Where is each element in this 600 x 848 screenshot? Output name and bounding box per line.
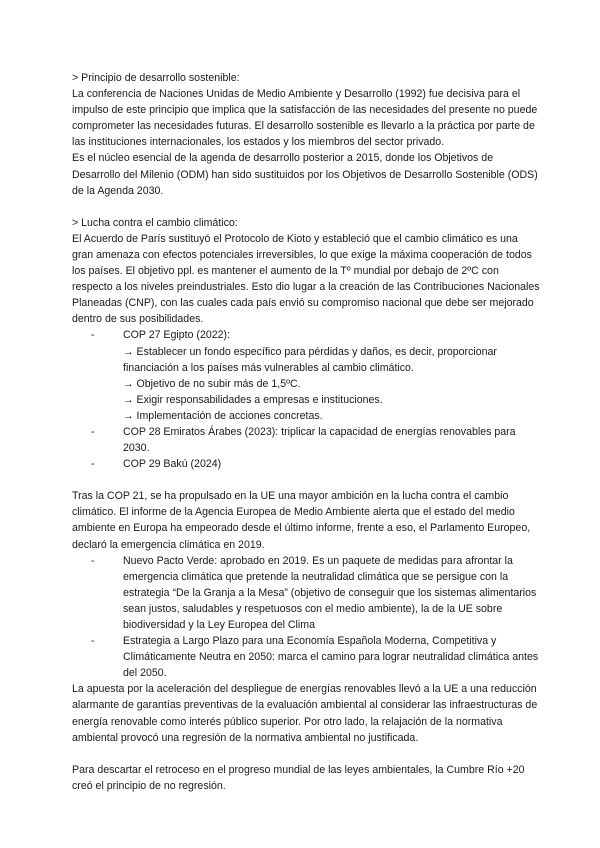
cop28-text: COP 28 Emiratos Árabes (2023): triplicar la capacidad de energías renovables para 2030. <box>123 425 516 455</box>
cop27-point-3: → Exigir responsabilidades a empresas e instituciones. <box>123 393 383 406</box>
cop29-text: COP 29 Bakú (2024) <box>123 458 222 471</box>
cop-list <box>72 327 540 472</box>
bullet-dash: - <box>91 635 95 648</box>
paragraph-paris-agreement: El Acuerdo de París sustituyó el Protocolo de Kioto y estableció que el cambio climático es una gran amenaza con efectos potenciales irreversibles, lo que exige la máxima cooperación de todos los países. El objetivo ppl. es mantener el aumento de la Tº mundial por debajo de 2ºC con respecto a los niveles preindustriales. Esto dio lugar a la creación de las Contribuciones Nacionales Planeadas (CNP), con las cuales cada país envió su compromiso nacional que debe ser mejorado dentro de sus posibilidades. <box>72 232 540 326</box>
cop27-point-1: → Establecer un fondo específico para pérdidas y daños, es decir, proporcionar financiación a los países más vulnerables al cambio climático. <box>123 345 497 374</box>
list-item-cop28 <box>91 424 540 456</box>
bullet-dash: - <box>91 425 95 438</box>
long-term-strategy-text: Estrategia a Largo Plazo para una Economía Española Moderna, Competitiva y Climáticamente Neutra en 2050: marca el camino para lograr neutralidad climática antes del 2050. <box>123 635 539 680</box>
eu-measures-list <box>72 553 540 682</box>
paragraph-non-regression: Para descartar el retroceso en el progreso mundial de las leyes ambientales, la Cumbre Río +20 creó el principio de no regresión. <box>72 763 525 792</box>
list-item-green-deal <box>91 553 540 633</box>
bullet-dash: - <box>91 554 95 567</box>
cop27-point-4: → Implementación de acciones concretas. <box>123 409 323 422</box>
spacer <box>72 472 540 488</box>
paragraph-eu-ambition: Tras la COP 21, se ha propulsado en la UE una mayor ambición en la lucha contra el cambio climático. El informe de la Agencia Europea de Medio Ambiente alerta que el estado del medio ambiente en Europa ha empeorado desde el último informe, frente a eso, el Parlamento Europeo, declaró la emergencia climática en 2019. <box>72 490 531 551</box>
list-item-cop29 <box>91 456 540 472</box>
bullet-dash: - <box>91 329 95 342</box>
paragraph-sustainable-development-1: La conferencia de Naciones Unidas de Medio Ambiente y Desarrollo (1992) fue decisiva para el impulso de este principio que implica que la satisfacción de las necesidades del presente no puede comprometer las necesidades futuras. El desarrollo sostenible es llevarlo a la práctica por parte de las instituciones internacionales, los estados y los miembros del sector privado. <box>72 88 538 149</box>
green-deal-text: Nuevo Pacto Verde: aprobado en 2019. Es un paquete de medidas para afrontar la emergencia climática que pretende la neutralidad climática que se persigue con la estrategia “De la Granja a la Mesa” (objetivo de conseguir que los sistemas alimentarios sean justos, saludables y respetuosos con el medio ambiente), la de la UE sobre biodiversidad y la Ley Europea del Clima <box>123 554 537 631</box>
spacer <box>72 746 540 762</box>
paragraph-sustainable-development-2: Es el núcleo esencial de la agenda de desarrollo posterior a 2015, donde los Objetivos de Desarrollo del Milenio (ODM) han sido sustituidos por los Objetivos de Desarrollo Sostenible (ODS) de la Agenda 2030. <box>72 152 538 197</box>
bullet-dash: - <box>91 458 95 471</box>
heading-climate-change: > Lucha contra el cambio climático: <box>72 216 238 229</box>
heading-sustainable-development: > Principio de desarrollo sostenible: <box>72 72 240 84</box>
spacer <box>72 199 540 215</box>
cop27-title: COP 27 Egipto (2022): <box>123 329 230 342</box>
cop27-point-2: → Objetivo de no subir más de 1,5ºC. <box>123 377 301 390</box>
paragraph-renewables: La apuesta por la aceleración del despliegue de energías renovables llevó a la UE a una reducción alarmante de garantías preventivas de la evaluación ambiental al considerar las infraestructuras de energía renovable como interés público superior. Por otro lado, la relajación de la normativa ambiental provocó una regresión de la normativa ambiental no justificada. <box>72 683 538 744</box>
list-item-cop27 <box>91 327 540 424</box>
list-item-long-term-strategy <box>91 633 540 681</box>
